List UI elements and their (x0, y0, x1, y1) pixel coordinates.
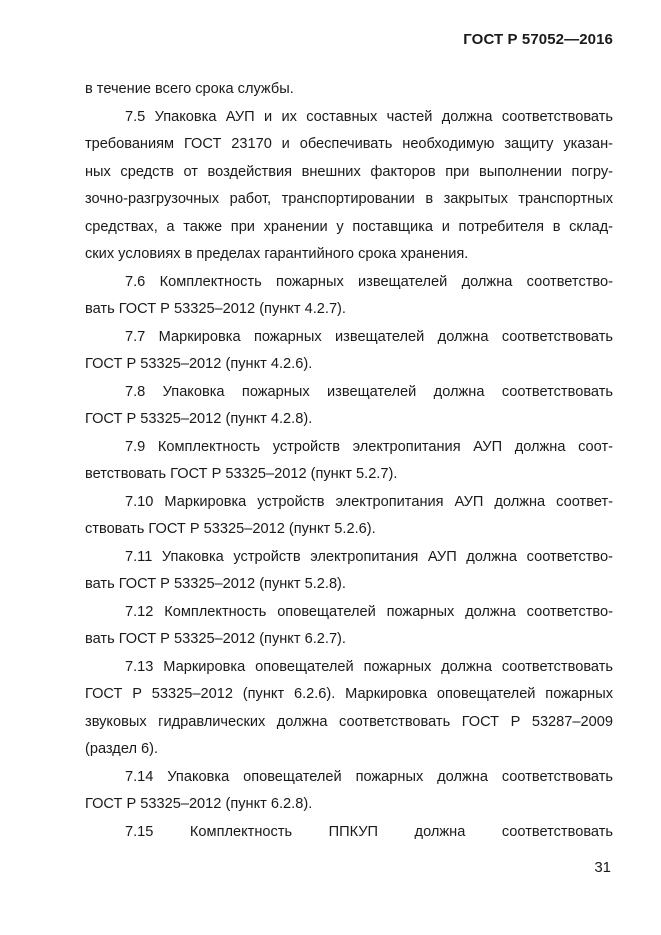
text-line: средствах, а также при хранении у поставщика и потребителя в склад- (85, 218, 613, 235)
clause-7-14-line: 7.14 Упаковка оповещателей пожарных должна соответствовать (125, 768, 613, 785)
text-line: требованиям ГОСТ 23170 и обеспечивать необходимую защиту указан- (85, 136, 613, 152)
text-line: ГОСТ Р 53325–2012 (пункт 4.2.8). (85, 411, 313, 427)
standard-header: ГОСТ Р 57052—2016 (463, 31, 613, 48)
text-line: ных средств от воздействия внешних факторов при выполнении погру- (85, 163, 613, 180)
body-text (85, 76, 613, 846)
clause-7-9-line: 7.9 Комплектность устройств электропитания АУП должна соот- (125, 438, 613, 455)
clause-7-11-line: 7.11 Упаковка устройств электропитания АУП должна соответство- (125, 548, 613, 565)
text-line: ских условиях в пределах гарантийного срока хранения. (85, 246, 469, 262)
clause-7-10-line: 7.10 Маркировка устройств электропитания АУП должна соответ- (125, 493, 613, 510)
text-line: ГОСТ Р 53325–2012 (пункт 6.2.6). Маркировка оповещателей пожарных (85, 686, 613, 702)
text-line: ветствовать ГОСТ Р 53325–2012 (пункт 5.2.7). (85, 466, 398, 482)
clause-7-8-line: 7.8 Упаковка пожарных извещателей должна соответствовать (125, 383, 613, 400)
page-number: 31 (594, 859, 611, 876)
text-line: зочно-разгрузочных работ, транспортировании в закрытых транспортных (85, 191, 613, 207)
text-line: (раздел 6). (85, 741, 159, 757)
clause-7-6-line: 7.6 Комплектность пожарных извещателей должна соответство- (125, 273, 613, 290)
clause-7-13-line: 7.13 Маркировка оповещателей пожарных должна соответствовать (125, 658, 613, 675)
clause-7-7-line: 7.7 Маркировка пожарных извещателей должна соответствовать (125, 328, 613, 345)
text-line: вать ГОСТ Р 53325–2012 (пункт 4.2.7). (85, 301, 346, 317)
clause-7-5-line: 7.5 Упаковка АУП и их составных частей должна соответствовать (125, 108, 613, 125)
text-line: в течение всего срока службы. (85, 81, 294, 97)
text-line: вать ГОСТ Р 53325–2012 (пункт 6.2.7). (85, 631, 346, 647)
clause-7-15-line: 7.15 Комплектность ППКУП должна соответствовать (125, 823, 613, 840)
text-line: ствовать ГОСТ Р 53325–2012 (пункт 5.2.6). (85, 521, 376, 537)
text-line: ГОСТ Р 53325–2012 (пункт 6.2.8). (85, 796, 313, 812)
text-line: ГОСТ Р 53325–2012 (пункт 4.2.6). (85, 356, 313, 372)
clause-7-12-line: 7.12 Комплектность оповещателей пожарных должна соответство- (125, 603, 613, 620)
text-line: вать ГОСТ Р 53325–2012 (пункт 5.2.8). (85, 576, 346, 592)
text-line: звуковых гидравлических должна соответствовать ГОСТ Р 53287–2009 (85, 713, 613, 730)
